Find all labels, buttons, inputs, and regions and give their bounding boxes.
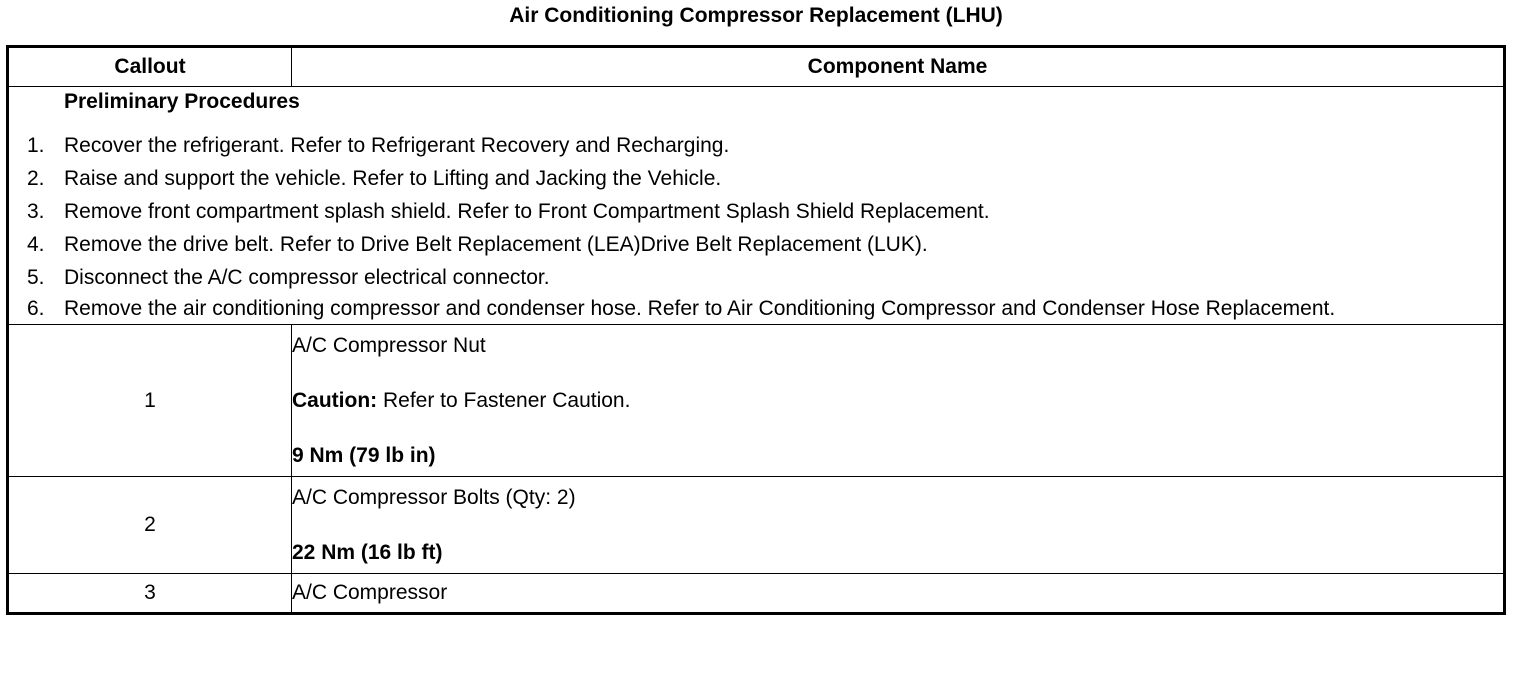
step-item [9,261,1503,294]
preliminary-row [8,87,1505,325]
step-number: 1. [27,134,45,157]
preliminary-steps-list [9,129,1503,324]
component-cell [292,325,1505,477]
step-item [9,195,1503,228]
component-cell [292,477,1505,574]
page-title: Air Conditioning Compressor Replacement (LHU) [509,4,1003,27]
torque-spec: 9 Nm (79 lb in) [292,444,436,467]
step-text: Remove the air conditioning compressor and condenser hose. Refer to Air Conditioning Compressor and Condenser Hose Replacement. [64,297,1336,320]
step-text: Recover the refrigerant. Refer to Refrigerant Recovery and Recharging. [64,134,730,157]
caution-label: Caution: [292,389,378,412]
step-text: Remove front compartment splash shield. Refer to Front Compartment Splash Shield Replacement. [64,200,990,223]
torque-spec: 22 Nm (16 lb ft) [292,541,443,564]
step-item [9,294,1503,324]
step-item [9,129,1503,162]
component-cell [292,574,1505,614]
step-number: 4. [27,233,45,256]
table-row [8,477,1505,574]
caution-text: Refer to Fastener Caution. [377,389,631,412]
step-item [9,162,1503,195]
callout-cell: 3 [8,574,292,614]
component-name-header: Component Name [292,47,1505,87]
step-item [9,228,1503,261]
step-text: Remove the drive belt. Refer to Drive Belt Replacement (LEA)Drive Belt Replacement (LUK). [64,233,928,256]
step-number: 3. [27,200,45,223]
step-number: 6. [27,297,45,320]
table-row [8,574,1505,614]
callout-header: Callout [8,47,292,87]
preliminary-procedures-cell [8,87,1505,325]
step-number: 2. [27,167,45,190]
step-number: 5. [27,266,45,289]
component-name: A/C Compressor Bolts (Qty: 2) [292,486,576,509]
component-name: A/C Compressor Nut [292,334,486,357]
callout-cell: 1 [8,325,292,477]
header-row [8,47,1505,87]
table-row [8,325,1505,477]
step-text: Raise and support the vehicle. Refer to Lifting and Jacking the Vehicle. [64,167,722,190]
component-name: A/C Compressor [292,581,448,604]
callout-cell: 2 [8,477,292,574]
procedure-table [6,45,1506,615]
caution-line [292,387,1503,415]
preliminary-heading: Preliminary Procedures [64,90,300,113]
step-text: Disconnect the A/C compressor electrical connector. [64,266,550,289]
